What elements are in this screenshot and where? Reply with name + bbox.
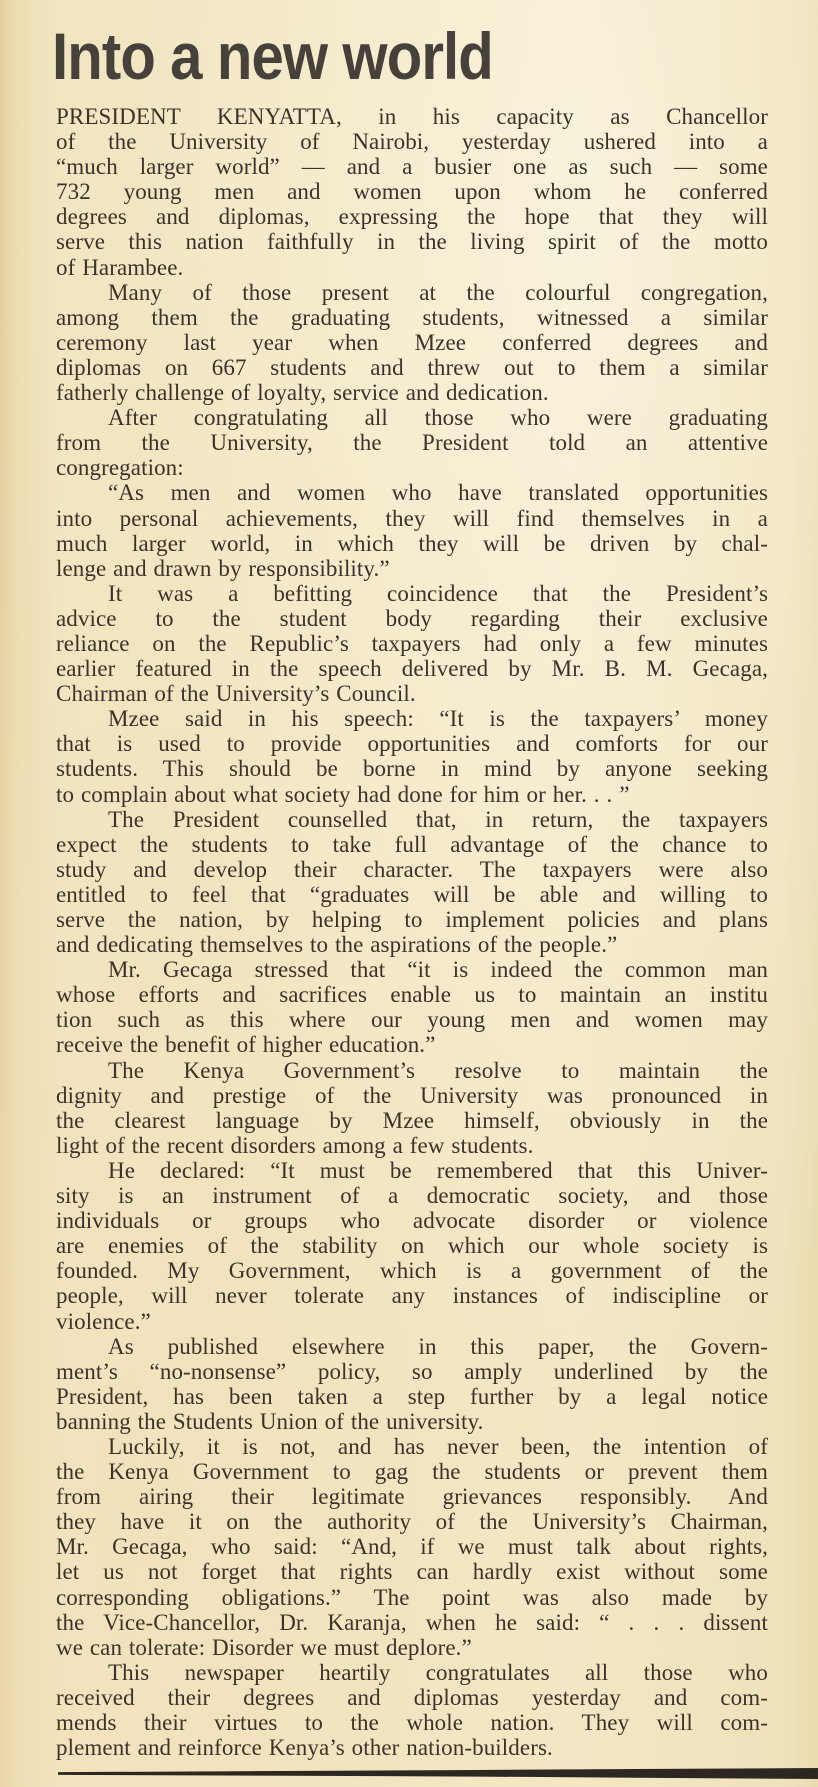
article-line: diplomas on 667 students and threw out to them a similar	[56, 354, 768, 380]
article-line: we can tolerate: Disorder we must deplore.”	[56, 1634, 472, 1660]
article-line: they have it on the authority of the University’s Chairman,	[56, 1509, 768, 1535]
article-line: 732 young men and women upon whom he conferred	[56, 179, 768, 205]
article-line: “much larger world” — and a busier one as such — some	[56, 154, 768, 180]
article-line: study and develop their character. The taxpayers were also	[56, 856, 768, 882]
article-line: expect the students to take full advantage of the chance to	[56, 831, 768, 857]
article-line: receive the benefit of higher education.”	[56, 1032, 436, 1058]
article-line: Chairman of the University’s Council.	[56, 681, 416, 707]
article-line: much larger world, in which they will be driven by chal-	[56, 530, 768, 556]
article-line: plement and reinforce Kenya’s other nation-builders.	[56, 1735, 553, 1761]
article-line: let us not forget that rights can hardly exist without some	[56, 1559, 768, 1585]
article-paragraph	[56, 581, 768, 706]
article-line: are enemies of the stability on which our whole society is	[56, 1233, 768, 1259]
bottom-rule	[58, 1768, 818, 1779]
article-paragraph	[56, 1058, 768, 1158]
article-line: into personal achievements, they will find themselves in a	[56, 505, 768, 531]
article-line: ment’s “no-nonsense” policy, so amply underlined by the	[56, 1358, 768, 1384]
article-line: Mr. Gecaga, who said: “And, if we must talk about rights,	[56, 1534, 768, 1560]
article-line: President, has been taken a step further by a legal notice	[56, 1383, 768, 1409]
article-line: dignity and prestige of the University was pronounced in	[56, 1082, 768, 1108]
article-line: Luckily, it is not, and has never been, the intention of	[108, 1433, 768, 1459]
article-paragraph	[56, 280, 768, 405]
article-paragraph	[56, 1334, 768, 1434]
article-line: Many of those present at the colourful congregation,	[108, 279, 768, 305]
article-paragraph	[56, 1158, 768, 1334]
article-line: from airing their legitimate grievances responsibly. And	[56, 1484, 768, 1510]
article-line: whose efforts and sacrifices enable us to maintain an institu	[56, 982, 768, 1008]
article-line: violence.”	[56, 1308, 151, 1334]
article-line: people, will never tolerate any instances of indiscipline or	[56, 1283, 768, 1309]
article-line: advice to the student body regarding their exclusive	[56, 605, 768, 631]
article-paragraph	[56, 1660, 768, 1760]
article-line: After congratulating all those who were graduating	[108, 405, 768, 431]
article-line: congregation:	[56, 455, 184, 481]
article-paragraph	[56, 405, 768, 480]
article-line: of the University of Nairobi, yesterday ushered into a	[56, 129, 768, 155]
article-line: reliance on the Republic’s taxpayers had only a few minutes	[56, 630, 768, 656]
article-paragraph	[56, 1434, 768, 1660]
article-line: earlier featured in the speech delivered by Mr. B. M. Gecaga,	[56, 656, 768, 682]
article-line: Mzee said in his speech: “It is the taxpayers’ money	[108, 706, 768, 732]
article-line: students. This should be borne in mind by anyone seeking	[56, 756, 768, 782]
article-line: the clearest language by Mzee himself, obviously in the	[56, 1107, 768, 1133]
article-line: He declared: “It must be remembered that this Univer-	[108, 1157, 768, 1183]
article-line: that is used to provide opportunities and comforts for our	[56, 731, 768, 757]
article-line: The President counselled that, in return, the taxpayers	[108, 806, 768, 832]
article-line: fatherly challenge of loyalty, service and dedication.	[56, 380, 549, 406]
article-line: lenge and drawn by responsibility.”	[56, 555, 390, 581]
article-line: corresponding obligations.” The point was also made by	[56, 1584, 768, 1610]
article-line: among them the graduating students, witnessed a similar	[56, 304, 768, 330]
article-paragraph	[56, 807, 768, 958]
article-line: serve the nation, by helping to implement policies and plans	[56, 907, 768, 932]
article-line: and dedicating themselves to the aspirations of the people.”	[56, 932, 618, 958]
article-line: received their degrees and diplomas yesterday and com-	[56, 1684, 768, 1710]
article-line: As published elsewhere in this paper, the Govern-	[108, 1333, 768, 1359]
article-line: tion such as this where our young men and women may	[56, 1007, 768, 1033]
article-paragraph	[56, 104, 768, 280]
article-line: serve this nation faithfully in the living spirit of the motto	[56, 229, 768, 255]
article-line: the Kenya Government to gag the students or prevent them	[56, 1459, 768, 1485]
article-line: This newspaper heartily congratulates all those who	[108, 1659, 768, 1685]
article-paragraph	[56, 706, 768, 806]
article-line: sity is an instrument of a democratic society, and those	[56, 1183, 768, 1209]
article-paragraph	[56, 480, 768, 580]
article-line: The Kenya Government’s resolve to maintain the	[108, 1057, 768, 1083]
article-line: “As men and women who have translated opportunities	[108, 480, 768, 506]
article-line: individuals or groups who advocate disorder or violence	[56, 1208, 768, 1234]
article-line: light of the recent disorders among a few students.	[56, 1132, 534, 1158]
article-line: Mr. Gecaga stressed that “it is indeed the common man	[108, 957, 768, 983]
article-line: It was a befitting coincidence that the President’s	[108, 580, 768, 606]
article-line: PRESIDENT KENYATTA, in his capacity as Chancellor	[56, 104, 768, 129]
headline: Into a new world	[52, 19, 493, 93]
article-line: ceremony last year when Mzee conferred degrees and	[56, 329, 768, 355]
article-paragraph	[56, 957, 768, 1057]
article-line: entitled to feel that “graduates will be able and willing to	[56, 881, 768, 907]
article-line: degrees and diplomas, expressing the hope that they will	[56, 204, 768, 230]
article-line: mends their virtues to the whole nation. They will com-	[56, 1710, 768, 1735]
article-line: to complain about what society had done for him or her. . . ”	[56, 781, 630, 807]
article-line: founded. My Government, which is a government of the	[56, 1258, 768, 1284]
article-line: the Vice-Chancellor, Dr. Karanja, when he said: “ . . . dissent	[56, 1609, 768, 1635]
article-line: of Harambee.	[56, 254, 184, 280]
article-body	[56, 104, 768, 1760]
article-line: from the University, the President told an attentive	[56, 430, 768, 456]
article-line: banning the Students Union of the university.	[56, 1408, 484, 1434]
